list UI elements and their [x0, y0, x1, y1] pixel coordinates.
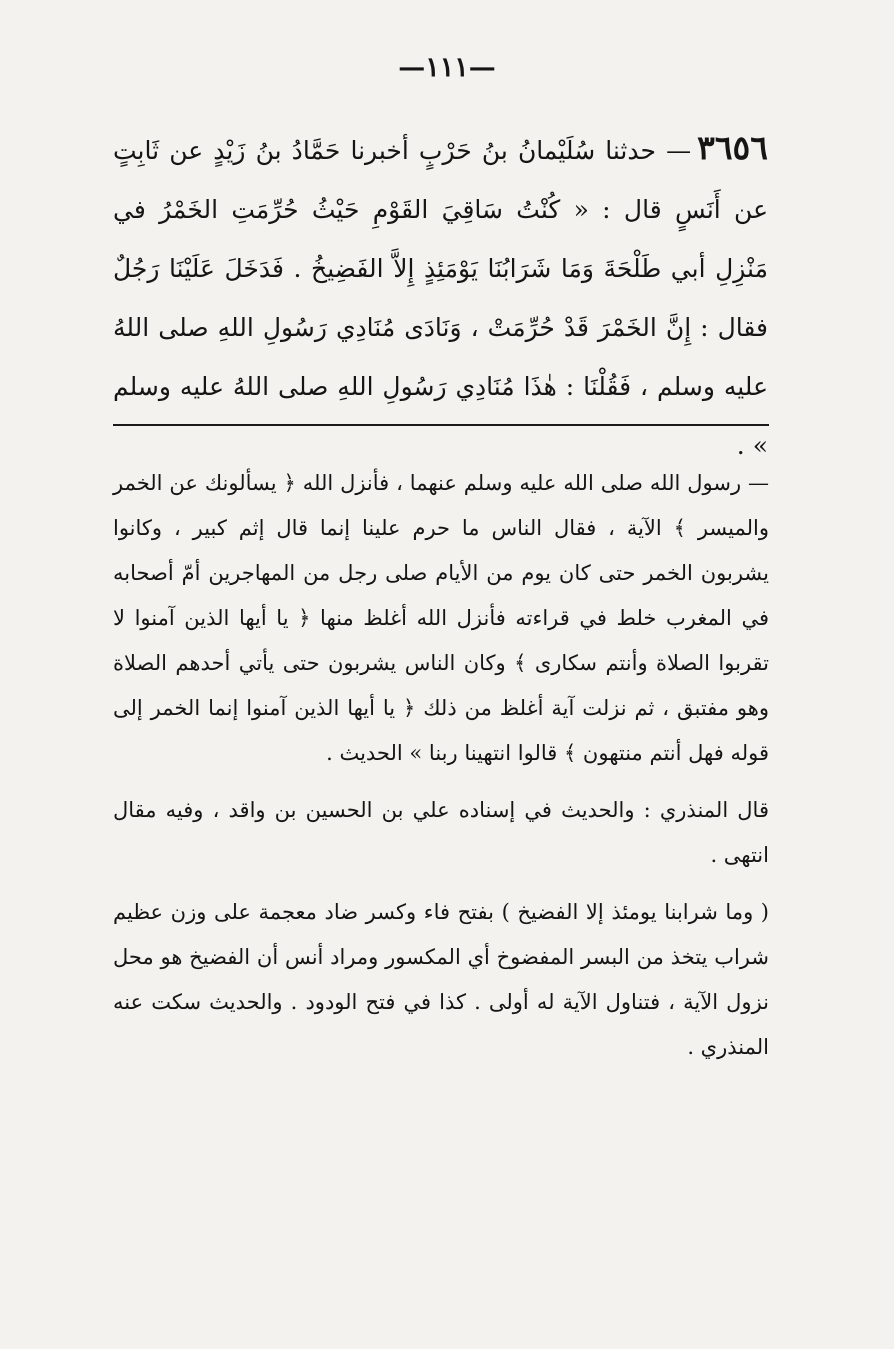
page-number: —١١١— — [398, 52, 496, 83]
hadith-text: — حدثنا سُلَيْمانُ بنُ حَرْبٍ أخبرنا حَمَّادُ بنُ زَيْدٍ عن ثَابِتٍ عن أَنَسٍ قال : « كُنْتُ سَاقِيَ القَوْمِ حَيْثُ حُرِّمَتِ الخَمْرُ في مَنْزِلِ أبي طَلْحَةَ وَمَا شَرَابُنَا يَوْمَئِذٍ إِلاَّ الفَضِيخُ . فَدَخَلَ عَلَيْنَا رَجُلٌ فقال : إِنَّ الخَمْرَ قَدْ حُرِّمَتْ ، وَنَادَى مُنَادِي رَسُولِ اللهِ صلى اللهُ عليه وسلم ، فَقُلْنَا : هٰذَا مُنَادِي رَسُولِ اللهِ صلى اللهُ عليه وسلم » . — [113, 136, 768, 460]
section-divider — [113, 424, 769, 426]
commentary-paragraph: — رسول الله صلى الله عليه وسلم عنهما ، فأنزل الله ﴿ يسألونك عن الخمر والميسر ﴾ الآية ، فقال الناس ما حرم علينا إنما قال إثم كبير ، وكانوا يشربون الخمر حتى كان يوم من الأيام صلى رجل من المهاجرين أمّ أصحابه في المغرب خلط في قراءته فأنزل الله أغلظ منها ﴿ يا أيها الذين آمنوا لا تقربوا الصلاة وأنتم سكارى ﴾ وكان الناس يشربون حتى يأتي أحدهم الصلاة وهو مفتبق ، ثم نزلت آية أغلظ من ذلك ﴿ يا أيها الذين آمنوا إنما الخمر إلى قوله فهل أنتم منتهون ﴾ قالوا انتهينا ربنا » الحديث . — [113, 471, 769, 765]
commentary-paragraph: قال المنذري : والحديث في إسناده علي بن الحسين بن واقد ، وفيه مقال انتهى . — [113, 798, 769, 867]
hadith-block — [113, 118, 768, 475]
commentary-paragraph: ( وما شرابنا يومئذ إلا الفضيخ ) بفتح فاء وكسر ضاد معجمة على وزن عظيم شراب يتخذ من البسر المفضوخ أي المكسور ومراد أنس أن الفضيخ هو محل نزول الآية ، فتناول الآية له أولى . كذا في فتح الودود . والحديث سكت عنه المنذري . — [113, 900, 769, 1059]
commentary-block — [113, 461, 769, 1070]
hadith-number: ٣٦٥٦ — [697, 128, 768, 167]
